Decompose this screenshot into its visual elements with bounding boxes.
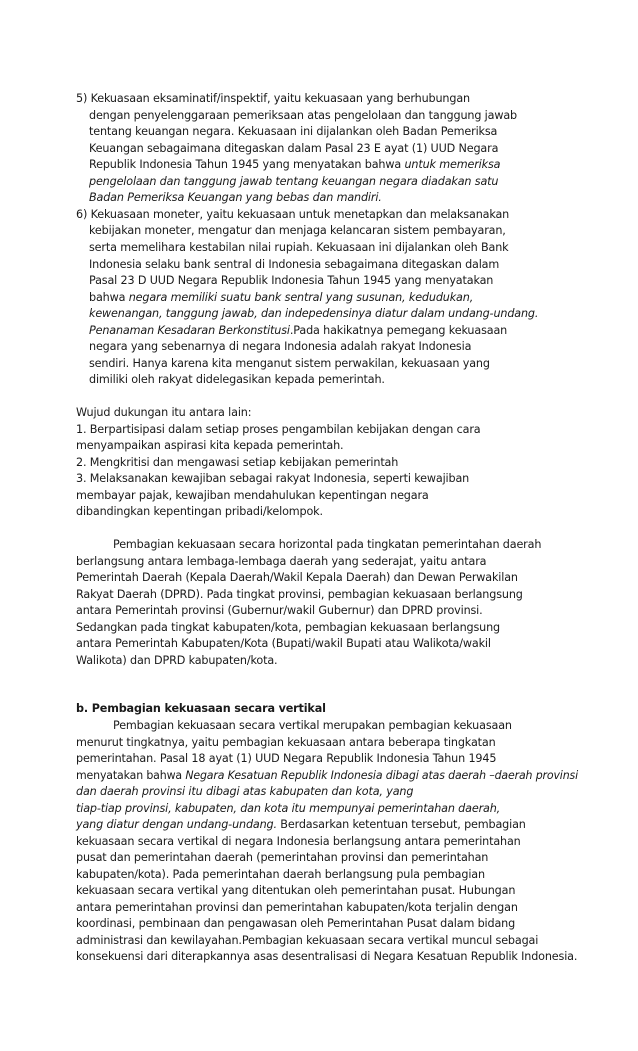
vertical-text: Berdasarkan ketentuan tersebut, pembagian (276, 818, 526, 831)
horizontal-paragraph-line: Pemerintah Daerah (Kepala Daerah/Wakil Kepala Daerah) dan Dewan Perwakilan (76, 571, 518, 584)
horizontal-paragraph-line: Pembagian kekuasaan secara horizontal pada tingkatan pemerintahan daerah (113, 538, 542, 551)
horizontal-paragraph-line: berlangsung antara lembaga-lembaga daerah yang sederajat, yaitu antara (76, 555, 487, 568)
support-heading: Wujud dukungan itu antara lain: (76, 406, 252, 419)
vertical-paragraph-line (76, 817, 526, 834)
item-6-line: negara yang sebenarnya di negara Indonesia adalah rakyat Indonesia (89, 340, 472, 353)
horizontal-paragraph-line: Rakyat Daerah (DPRD). Pada tingkat provinsi, pembagian kekuasaan berlangsung (76, 588, 523, 601)
item-6-text: .Pada hakikatnya pemegang kekuasaan (289, 324, 508, 337)
item-6-line: Pasal 23 D UUD Negara Republik Indonesia Tahun 1945 yang menyatakan (89, 274, 494, 287)
vertical-paragraph-line: kekuasaan secara vertikal di negara Indonesia berlangsung antara pemerintahan (76, 835, 521, 848)
support-line: menyampaikan aspirasi kita kepada pemerintah. (76, 439, 344, 452)
item-5-line (89, 157, 500, 174)
vertical-paragraph-line: kekuasaan secara vertikal yang ditentukan oleh pemerintahan pusat. Hubungan (76, 884, 516, 897)
item-6-line: dimiliki oleh rakyat didelegasikan kepada pemerintah. (89, 373, 385, 386)
support-line: dibandingkan kepentingan pribadi/kelompok. (76, 505, 323, 518)
horizontal-paragraph-line: antara Pemerintah Kabupaten/Kota (Bupati/wakil Bupati atau Walikota/wakil (76, 637, 491, 650)
item-5-quote-line: pengelolaan dan tanggung jawab tentang keuangan negara diadakan satu (89, 175, 499, 188)
item-5-quote-line: Badan Pemeriksa Keuangan yang bebas dan mandiri. (89, 191, 382, 204)
vertical-quote: Negara Kesatuan Republik Indonesia dibagi atas daerah –daerah provinsi (185, 769, 578, 782)
horizontal-paragraph-line: Walikota) dan DPRD kabupaten/kota. (76, 654, 278, 667)
item-6-line: 6) Kekuasaan moneter, yaitu kekuasaan untuk menetapkan dan melaksanakan (76, 208, 510, 221)
item-6-quote: negara memiliki suatu bank sentral yang susunan, kedudukan, (128, 291, 474, 304)
item-5-text: Republik Indonesia Tahun 1945 yang menyatakan bahwa (89, 158, 405, 171)
item-5-line: Keuangan sebagaimana ditegaskan dalam Pasal 23 E ayat (1) UUD Negara (89, 142, 499, 155)
vertical-paragraph-line (76, 768, 578, 785)
vertical-paragraph-line: pusat dan pemerintahan daerah (pemerintahan provinsi dan pemerintahan (76, 851, 489, 864)
item-5-line: 5) Kekuasaan eksaminatif/inspektif, yaitu kekuasaan yang berhubungan (76, 92, 470, 105)
vertical-paragraph-line: administrasi dan kewilayahan.Pembagian kekuasaan secara vertikal muncul sebagai (76, 934, 539, 947)
vertical-quote: yang diatur dengan undang-undang. (76, 818, 277, 831)
vertical-paragraph-line: antara pemerintahan provinsi dan pemerintahan kabupaten/kota terjalin dengan (76, 901, 518, 914)
vertical-paragraph-line: menurut tingkatnya, yaitu pembagian kekuasaan antara beberapa tingkatan (76, 736, 496, 749)
item-6-line (89, 290, 473, 307)
vertical-paragraph-line: kabupaten/kota). Pada pemerintahan daerah berlangsung pula pembagian (76, 868, 485, 881)
item-6-line: Indonesia selaku bank sentral di Indonesia sebagaimana ditegaskan dalam (89, 258, 500, 271)
section-title-inline: Penanaman Kesadaran Berkonstitusi (89, 324, 290, 337)
horizontal-paragraph-line: antara Pemerintah provinsi (Gubernur/wakil Gubernur) dan DPRD provinsi. (76, 604, 483, 617)
vertical-quote-line: dan daerah provinsi itu dibagi atas kabupaten dan kota, yang (76, 785, 414, 798)
support-line: 2. Mengkritisi dan mengawasi setiap kebijakan pemerintah (76, 456, 399, 469)
item-6-quote-line: kewenangan, tanggung jawab, dan indepedensinya diatur dalam undang-undang. (89, 307, 539, 320)
item-6-line: serta memelihara kestabilan nilai rupiah. Kekuasaan ini dijalankan oleh Bank (89, 241, 509, 254)
vertical-paragraph-line: pemerintahan. Pasal 18 ayat (1) UUD Negara Republik Indonesia Tahun 1945 (76, 752, 497, 765)
support-line: membayar pajak, kewajiban mendahulukan kepentingan negara (76, 489, 429, 502)
item-5-line: tentang keuangan negara. Kekuasaan ini dijalankan oleh Badan Pemeriksa (89, 125, 498, 138)
vertical-quote-line: tiap-tiap provinsi, kabupaten, dan kota itu mempunyai pemerintahan daerah, (76, 802, 501, 815)
support-line: 3. Melaksanakan kewajiban sebagai rakyat Indonesia, seperti kewajiban (76, 472, 470, 485)
item-6-text: bahwa (89, 291, 129, 304)
item-6-line (89, 323, 507, 340)
item-6-line: sendiri. Hanya karena kita menganut sistem perwakilan, kekuasaan yang (89, 357, 490, 370)
item-5-line: dengan penyelenggaraan pemeriksaan atas pengelolaan dan tanggung jawab (89, 109, 518, 122)
vertical-paragraph-line: koordinasi, pembinaan dan pengawasan oleh Pemerintahan Pusat dalam bidang (76, 917, 516, 930)
item-5-quote: untuk memeriksa (404, 158, 501, 171)
section-heading: b. Pembagian kekuasaan secara vertikal (76, 702, 326, 715)
vertical-paragraph-line: konsekuensi dari diterapkannya asas desentralisasi di Negara Kesatuan Republik Indonesia. (76, 950, 578, 963)
vertical-text: menyatakan bahwa (76, 769, 186, 782)
vertical-paragraph-line: Pembagian kekuasaan secara vertikal merupakan pembagian kekuasaan (113, 719, 512, 732)
item-6-line: kebijakan moneter, mengatur dan menjaga kelancaran sistem pembayaran, (89, 224, 506, 237)
support-line: 1. Berpartisipasi dalam setiap proses pengambilan kebijakan dengan cara (76, 423, 481, 436)
horizontal-paragraph-line: Sedangkan pada tingkat kabupaten/kota, pembagian kekuasaan berlangsung (76, 621, 500, 634)
